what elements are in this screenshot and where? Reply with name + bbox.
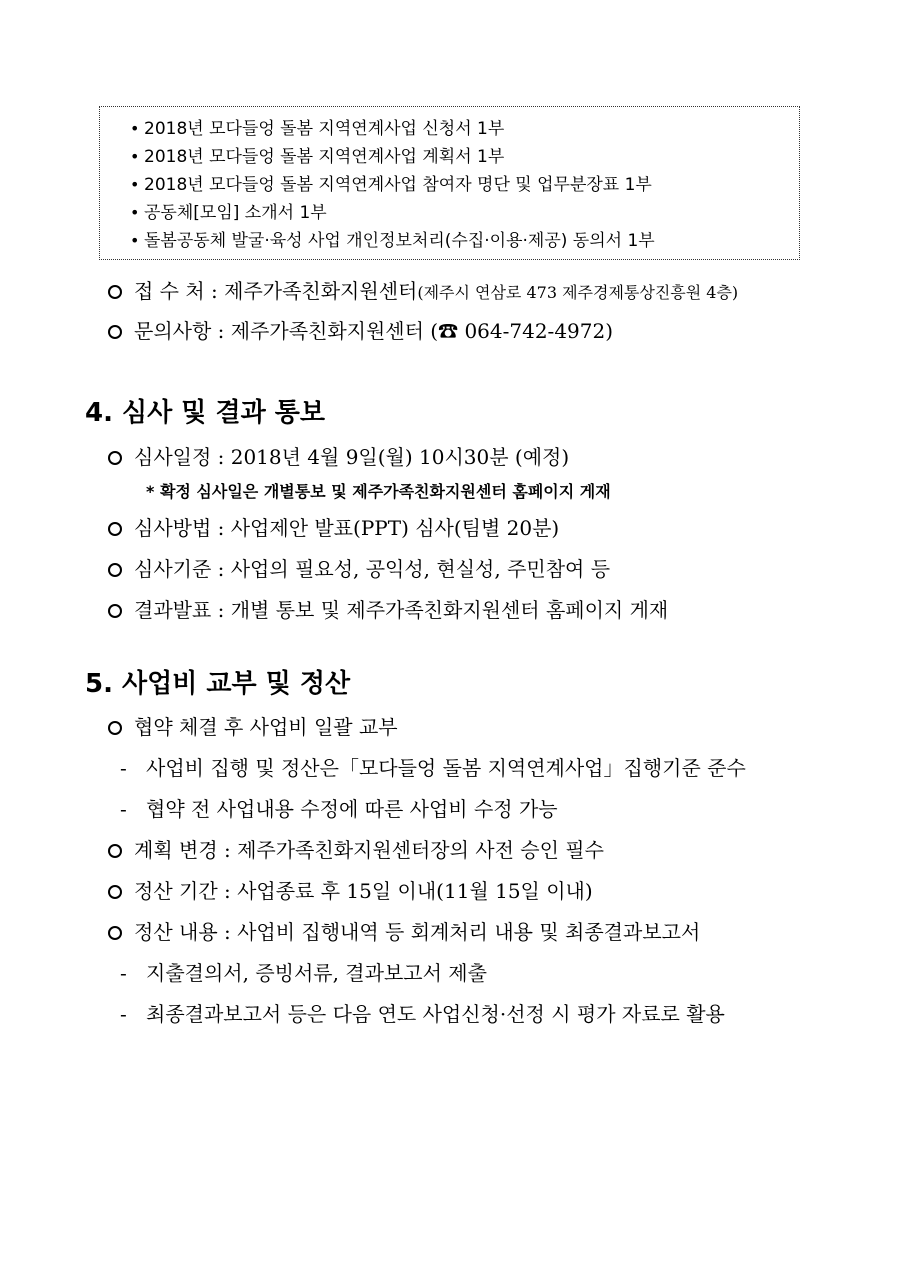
review-note: * 확정 심사일은 개별통보 및 제주가족친화지원센터 홈페이지 게재 (146, 482, 611, 501)
list-item: • 공동체[모임] 소개서 1부 (130, 203, 327, 223)
sub-item: - 지출결의서, 증빙서류, 결과보고서 제출 (120, 961, 487, 985)
list-item: 계획 변경 : 제주가족친화지원센터장의 사전 승인 필수 (108, 837, 604, 863)
list-item: 심사기준 : 사업의 필요성, 공익성, 현실성, 주민참여 등 (108, 556, 610, 582)
submission-documents-box (99, 106, 800, 260)
inquiry-line: 문의사항 : 제주가족친화지원센터 (☎ 064-742-4972) (108, 318, 613, 344)
circle-bullet-icon (108, 926, 122, 940)
circle-bullet-icon (108, 844, 122, 858)
list-item: 심사일정 : 2018년 4월 9일(월) 10시30분 (예정) (108, 444, 569, 470)
sub-item: - 협약 전 사업내용 수정에 따른 사업비 수정 가능 (120, 797, 558, 821)
circle-bullet-icon (108, 604, 122, 618)
telephone-icon: ☎ (438, 319, 459, 343)
circle-bullet-icon (108, 721, 122, 735)
section-heading: 4. 심사 및 결과 통보 (85, 398, 325, 428)
sub-item: - 최종결과보고서 등은 다음 연도 사업신청·선정 시 평가 자료로 활용 (120, 1002, 725, 1026)
bullet-icon: • (130, 147, 140, 166)
bullet-icon: • (130, 203, 140, 222)
list-item: 협약 체결 후 사업비 일괄 교부 (108, 714, 398, 740)
bullet-icon: • (130, 231, 140, 250)
circle-bullet-icon (108, 285, 122, 299)
list-item: 심사방법 : 사업제안 발표(PPT) 심사(팀별 20분) (108, 515, 559, 541)
sub-item: - 사업비 집행 및 정산은「모다들엉 돌봄 지역연계사업」집행기준 준수 (120, 756, 746, 780)
circle-bullet-icon (108, 451, 122, 465)
list-item: 정산 내용 : 사업비 집행내역 등 회계처리 내용 및 최종결과보고서 (108, 919, 700, 945)
circle-bullet-icon (108, 563, 122, 577)
reception-line: 접 수 처 : 제주가족친화지원센터(제주시 연삼로 473 제주경제통상진흥원 4층) (108, 278, 738, 306)
list-item: 정산 기간 : 사업종료 후 15일 이내(11월 15일 이내) (108, 878, 593, 904)
bullet-icon: • (130, 175, 140, 194)
circle-bullet-icon (108, 522, 122, 536)
list-item: • 2018년 모다들엉 돌봄 지역연계사업 신청서 1부 (130, 119, 505, 139)
list-item: 결과발표 : 개별 통보 및 제주가족친화지원센터 홈페이지 게재 (108, 597, 668, 623)
list-item: • 2018년 모다들엉 돌봄 지역연계사업 참여자 명단 및 업무분장표 1부 (130, 175, 652, 195)
circle-bullet-icon (108, 885, 122, 899)
bullet-icon: • (130, 119, 140, 138)
circle-bullet-icon (108, 325, 122, 339)
list-item: • 돌봄공동체 발굴·육성 사업 개인정보처리(수집·이용·제공) 동의서 1부 (130, 231, 655, 251)
section-heading: 5. 사업비 교부 및 정산 (85, 669, 351, 699)
list-item: • 2018년 모다들엉 돌봄 지역연계사업 계획서 1부 (130, 147, 505, 167)
